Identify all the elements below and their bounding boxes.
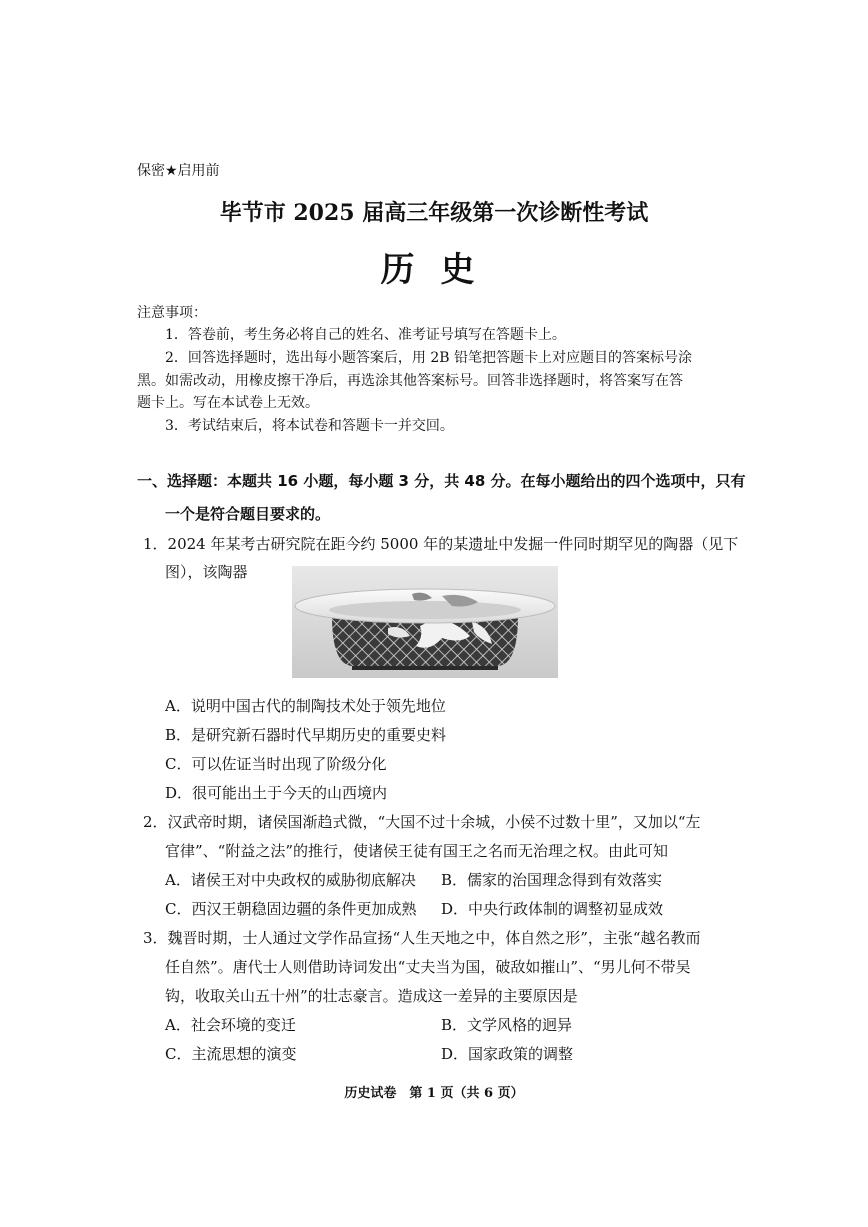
question-3-option-b: B．文学风格的迥异 [441, 1016, 573, 1034]
notice-item-1: 1．答卷前，考生务必将自己的姓名、准考证号填写在答题卡上。 [165, 327, 566, 343]
pottery-image [292, 566, 558, 678]
notice-item-2-line-1: 2．回答选择题时，选出每小题答案后，用 2B 铅笔把答题卡上对应题目的答案标号涂 [165, 350, 693, 366]
question-1-line-2: 图），该陶器 [165, 563, 248, 581]
question-2-line-2: 官律”、“附益之法”的推行，使诸侯王徒有国王之名而无治理之权。由此可知 [165, 842, 669, 860]
question-2-line-1: 2．汉武帝时期，诸侯国渐趋式微，“大国不过十余城，小侯不过数十里”，又加以“左 [143, 813, 701, 831]
notice-item-2-line-2: 黑。如需改动，用橡皮擦干净后，再选涂其他答案标号。回答非选择题时，将答案写在答 [137, 373, 683, 389]
question-3-option-d: D．国家政策的调整 [441, 1045, 574, 1063]
question-1-line-1: 1．2024 年某考古研究院在距今约 5000 年的某遗址中发掘一件同时期罕见的陶器（见下 [143, 535, 739, 553]
exam-title: 毕节市 2025 届高三年级第一次诊断性考试 [219, 200, 649, 226]
page-footer: 历史试卷 第 1 页（共 6 页） [344, 1086, 524, 1101]
question-2-option-b: B．儒家的治国理念得到有效落实 [441, 871, 663, 889]
question-1-option-d: D．很可能出土于今天的山西境内 [165, 784, 388, 802]
question-3-line-2: 任自然”。唐代士人则借助诗词发出“丈夫当为国，破敌如摧山”、“男儿何不带吴 [165, 958, 691, 976]
question-2-option-d: D．中央行政体制的调整初显成效 [441, 900, 664, 918]
section-heading-line-1: 一、选择题：本题共 16 小题，每小题 3 分，共 48 分。在每小题给出的四个选项中，只有 [137, 472, 746, 490]
question-2-option-a: A．诸侯王对中央政权的威胁彻底解决 [165, 871, 416, 889]
section-heading-line-2: 一个是符合题目要求的。 [165, 505, 331, 523]
question-1-option-c: C．可以佐证当时出现了阶级分化 [165, 755, 387, 773]
notice-item-3: 3．考试结束后，将本试卷和答题卡一并交回。 [165, 418, 454, 434]
question-1-option-a: A．说明中国古代的制陶技术处于领先地位 [165, 697, 446, 715]
subject-title: 历史 [380, 250, 501, 290]
question-1-option-b: B．是研究新石器时代早期历史的重要史料 [165, 726, 447, 744]
question-3-option-c: C．主流思想的演变 [165, 1045, 297, 1063]
notice-item-2-line-3: 题卡上。写在本试卷上无效。 [137, 395, 319, 411]
question-3-option-a: A．社会环境的变迁 [165, 1016, 296, 1034]
question-2-option-c: C．西汉王朝稳固边疆的条件更加成熟 [165, 900, 417, 918]
confidential-label: 保密★启用前 [137, 163, 220, 179]
question-3-line-3: 钩，收取关山五十州”的壮志豪言。造成这一差异的主要原因是 [165, 987, 578, 1005]
notice-heading: 注意事项： [137, 305, 207, 321]
question-3-line-1: 3．魏晋时期，士人通过文学作品宣扬“人生天地之中，体自然之形”，主张“越名教而 [143, 929, 701, 947]
